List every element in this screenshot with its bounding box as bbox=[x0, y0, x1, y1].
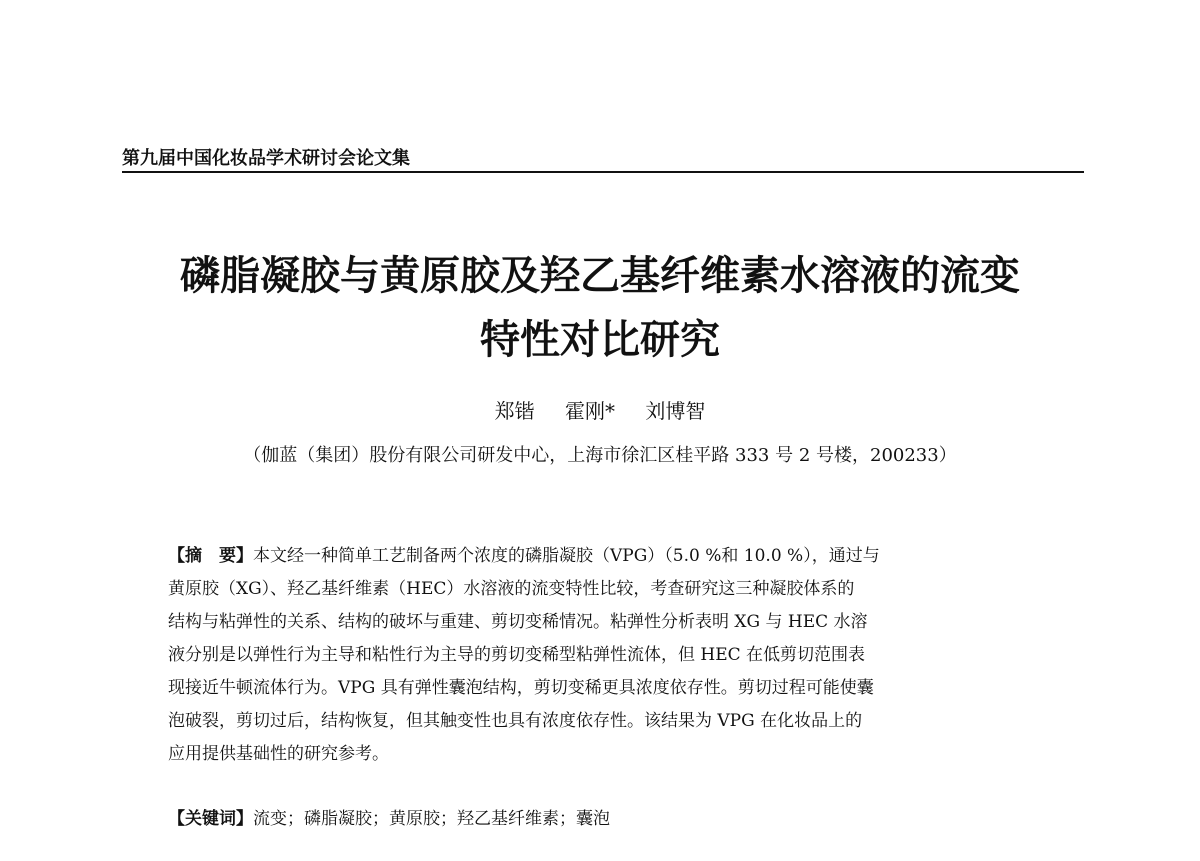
paper-title-line-2: 特性对比研究 bbox=[480, 317, 720, 363]
abstract-line: 结构与粘弹性的关系、结构的破坏与重建、剪切变稀情况。粘弹性分析表明 XG 与 HEC 水溶 bbox=[168, 612, 868, 632]
abstract-line: 液分别是以弹性行为主导和粘性行为主导的剪切变稀型粘弹性流体，但 HEC 在低剪切范围表 bbox=[168, 645, 866, 665]
keywords-label: 【关键词】 bbox=[168, 809, 253, 829]
paper-title-line-1: 磷脂凝胶与黄原胶及羟乙基纤维素水溶液的流变 bbox=[180, 253, 1020, 299]
abstract-line: 泡破裂，剪切过后，结构恢复，但其触变性也具有浓度依存性。该结果为 VPG 在化妆品上的 bbox=[168, 711, 863, 731]
keywords-text: 流变；磷脂凝胶；黄原胶；羟乙基纤维素；囊泡 bbox=[253, 809, 610, 829]
abstract-line bbox=[168, 540, 1038, 573]
affiliation: （伽蓝（集团）股份有限公司研发中心，上海市徐汇区桂平路 333 号 2 号楼，200233） bbox=[243, 445, 957, 466]
abstract-line: 现接近牛顿流体行为。VPG 具有弹性囊泡结构，剪切变稀更具浓度依存性。剪切过程可能使囊 bbox=[168, 678, 874, 698]
author-name: 霍刚* bbox=[565, 399, 615, 423]
abstract-line: 应用提供基础性的研究参考。 bbox=[168, 744, 389, 764]
abstract-line: 黄原胶（XG）、羟乙基纤维素（HEC）水溶液的流变特性比较，考查研究这三种凝胶体系的 bbox=[168, 579, 855, 599]
author-list bbox=[100, 395, 1100, 424]
header-rule bbox=[122, 171, 1084, 173]
abstract bbox=[168, 540, 1038, 771]
abstract-label: 【摘 要】 bbox=[168, 546, 253, 566]
keywords bbox=[168, 804, 610, 829]
abstract-text: 本文经一种简单工艺制备两个浓度的磷脂凝胶（VPG）（5.0 %和 10.0 %），通过与 bbox=[253, 546, 880, 566]
author-name: 郑锴 bbox=[494, 399, 535, 423]
author-name: 刘博智 bbox=[645, 399, 706, 423]
running-header: 第九届中国化妆品学术研讨会论文集 bbox=[122, 148, 410, 169]
